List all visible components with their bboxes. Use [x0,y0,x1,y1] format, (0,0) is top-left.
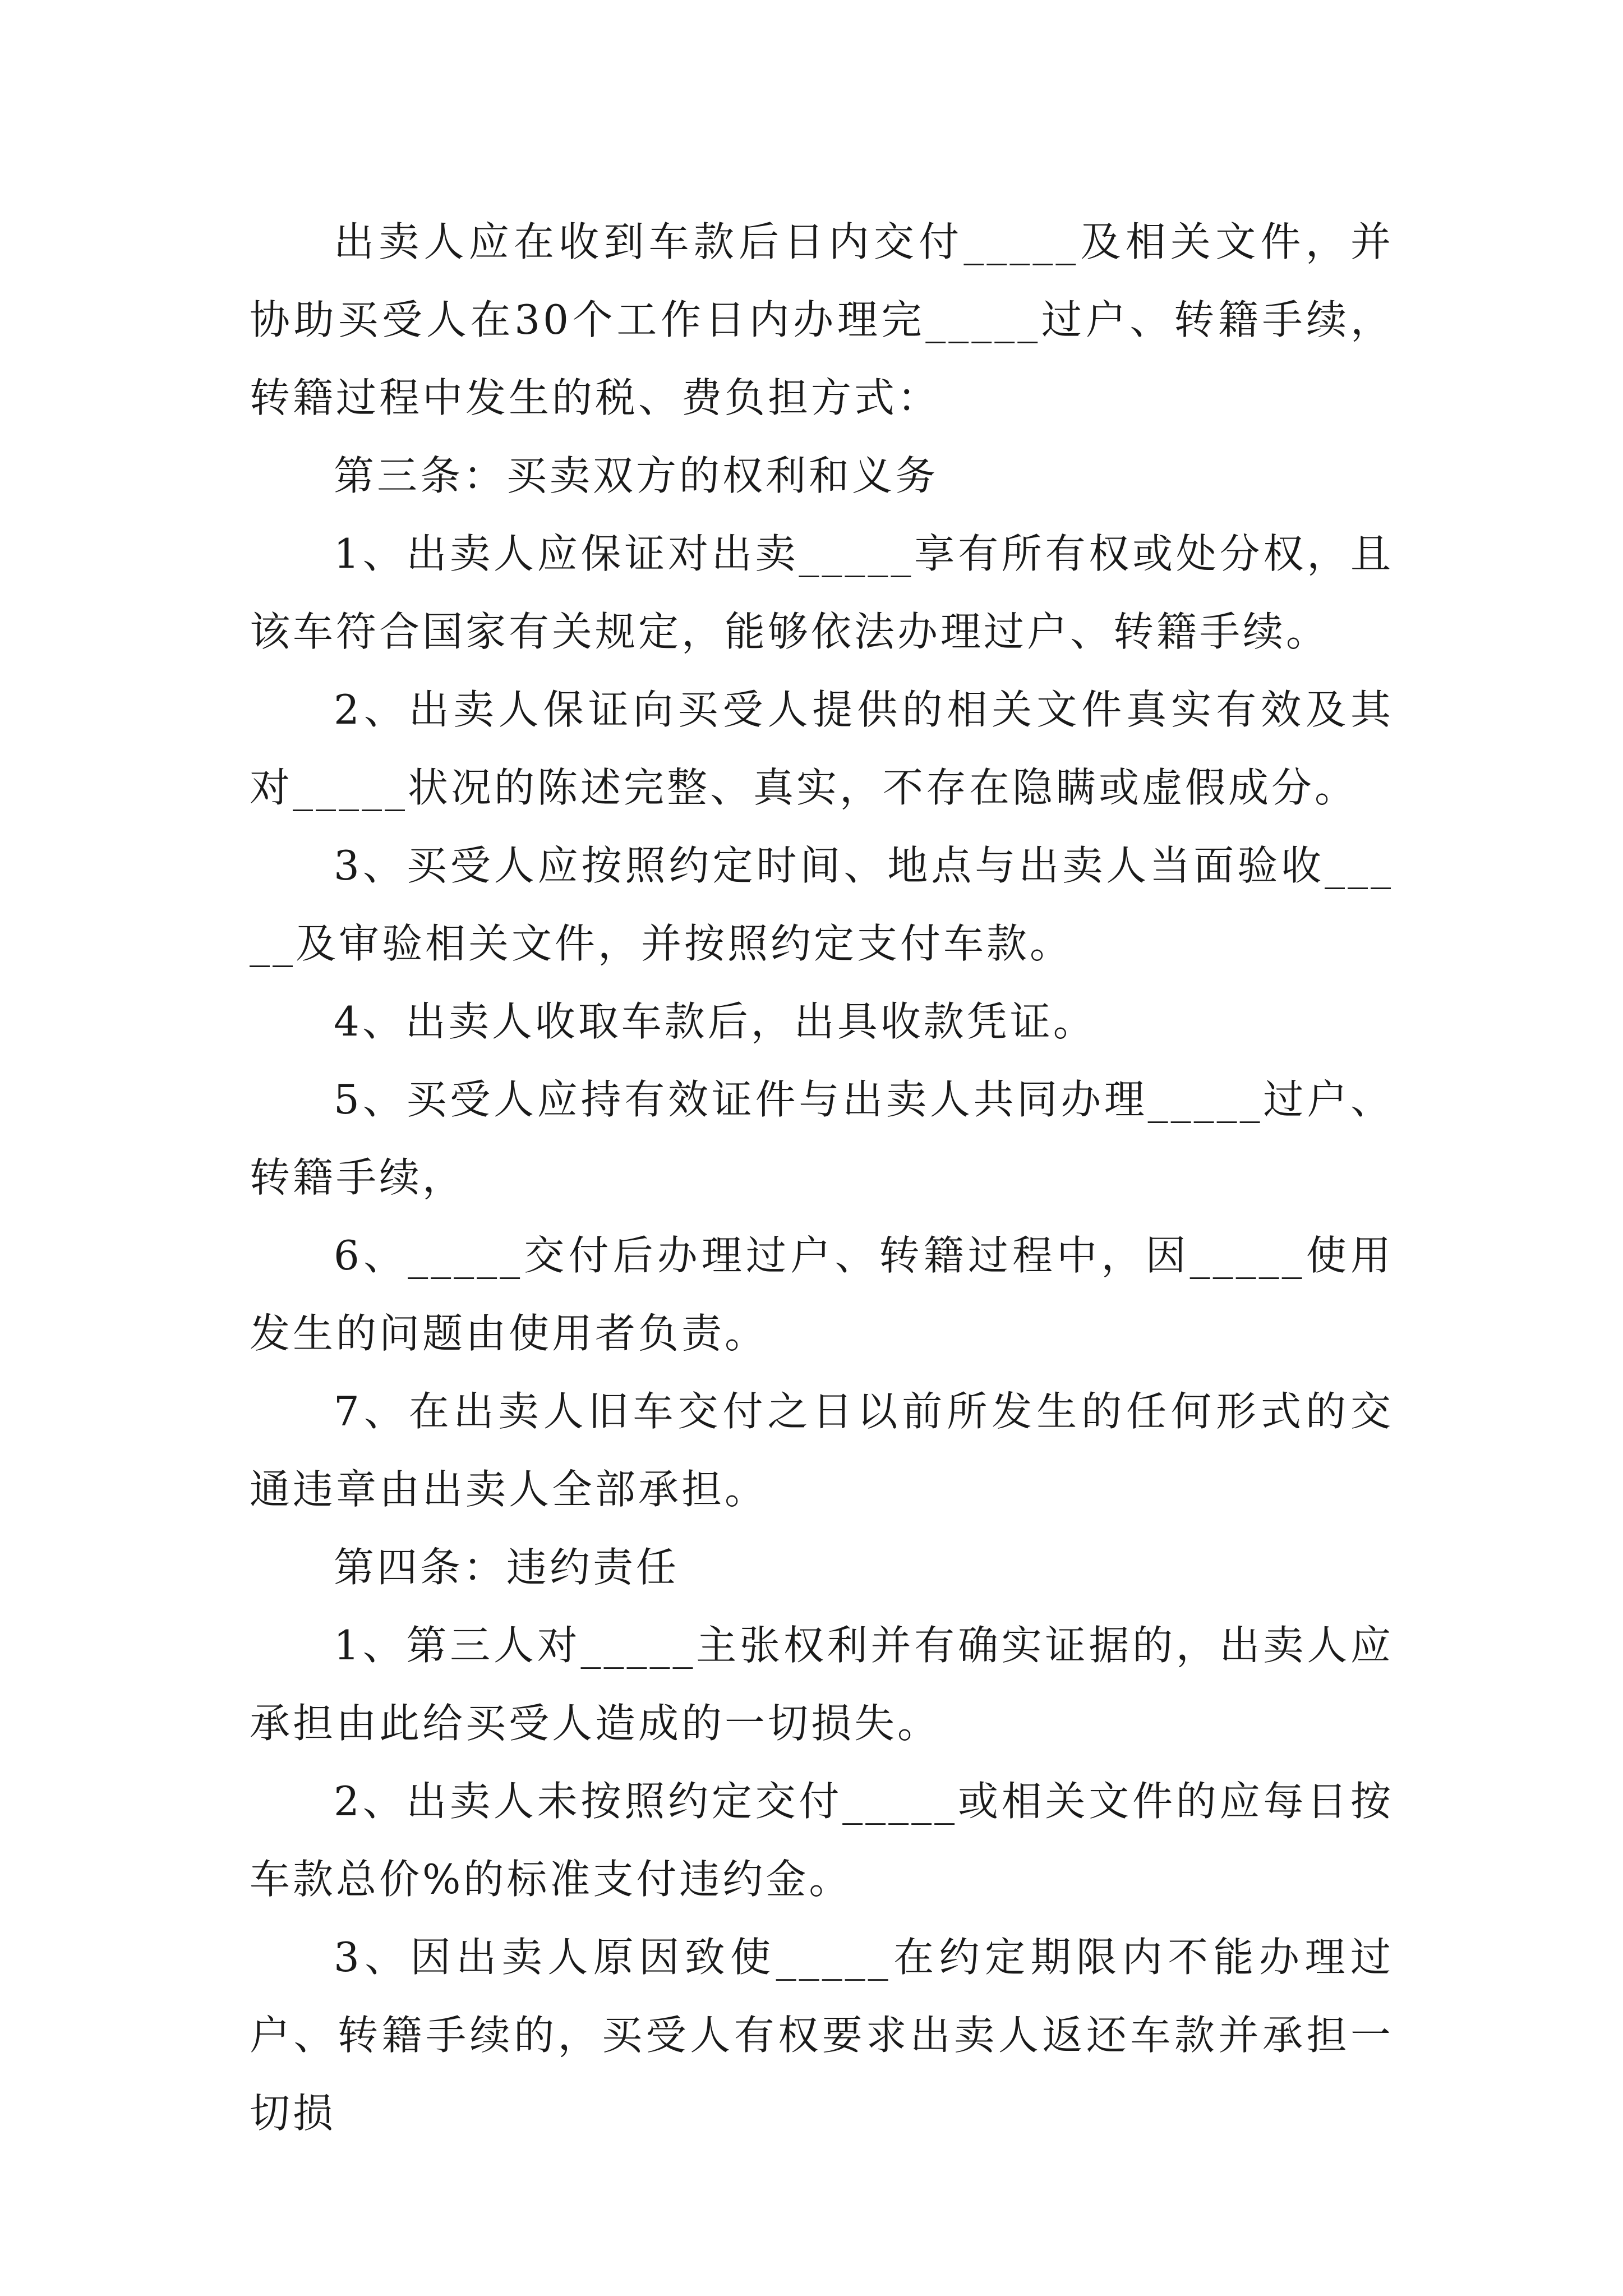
paragraph-article-3-item-5: 5、买受人应持有效证件与出卖人共同办理_____过户、转籍手续， [250,1076,1394,1201]
paragraph-article-4-item-1: 1、第三人对_____主张权利并有确实证据的，出卖人应承担由此给买受人造成的一切损失。 [250,1622,1394,1747]
paragraph-article-3-item-4: 4、出卖人收取车款后，出具收款凭证。 [334,998,1096,1045]
paragraph-delivery: 出卖人应在收到车款后日内交付_____及相关文件，并协助买受人在30个工作日内办理完_____过户、转籍手续，转籍过程中发生的税、费负担方式： [250,218,1394,421]
paragraph-article-4-item-3: 3、因出卖人原因致使_____在约定期限内不能办理过户、转籍手续的，买受人有权要求出卖人返还车款并承担一切损 [250,1934,1394,2137]
paragraph-article-3-item-1: 1、出卖人应保证对出卖_____享有所有权或处分权，且该车符合国家有关规定，能够依法办理过户、转籍手续。 [250,530,1394,655]
heading-article-4: 第四条：违约责任 [334,1544,680,1591]
paragraph-article-3-item-2: 2、出卖人保证向买受人提供的相关文件真实有效及其对_____状况的陈述完整、真实，不存在隐瞒或虚假成分。 [250,686,1394,811]
paragraph-article-3-item-7: 7、在出卖人旧车交付之日以前所发生的任何形式的交通违章由出卖人全部承担。 [250,1388,1394,1513]
document-body [250,203,1394,2152]
paragraph-article-3-item-6: 6、_____交付后办理过户、转籍过程中，因_____使用发生的问题由使用者负责。 [250,1232,1394,1357]
paragraph-article-3-item-3: 3、买受人应按照约定时间、地点与出卖人当面验收_____及审验相关文件，并按照约定支付车款。 [250,842,1394,967]
heading-article-3: 第三条：买卖双方的权利和义务 [334,452,939,499]
paragraph-article-4-item-2: 2、出卖人未按照约定交付_____或相关文件的应每日按车款总价%的标准支付违约金。 [250,1778,1394,1903]
